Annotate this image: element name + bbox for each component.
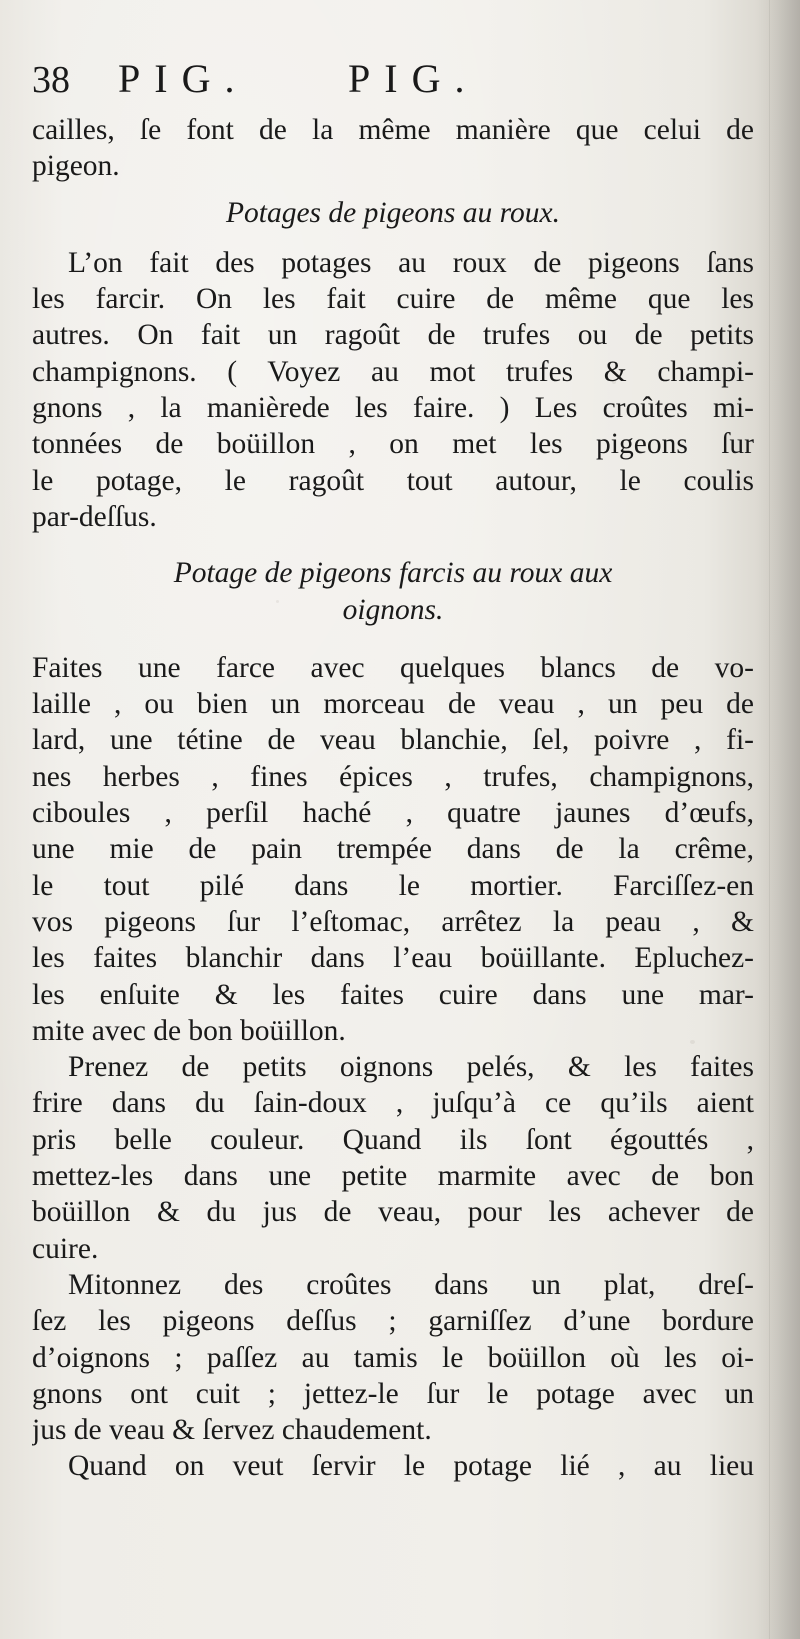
text-line: nes herbes , fines épices , trufes, champignons,	[32, 760, 754, 793]
section2-paragraph-3	[32, 1267, 754, 1448]
text-line: Mitonnez des croûtes dans un plat, dreſ-	[68, 1268, 754, 1301]
section2-paragraph-1	[32, 650, 754, 1049]
text-line: tonnées de boüillon , on met les pigeons ſur	[32, 428, 754, 461]
text-line: mettez-les dans une petite marmite avec de bon	[32, 1160, 754, 1193]
heading-line: Potage de pigeons farcis au roux aux	[173, 557, 613, 590]
section-heading: Potages de pigeons au roux.	[225, 196, 560, 229]
text-line: le potage, le ragoût tout autour, le coulis	[32, 464, 754, 497]
text-line: frire dans du ſain-doux , juſqu’à ce qu’ils aient	[32, 1087, 754, 1120]
text-line: laille , ou bien un morceau de veau , un peu de	[32, 688, 754, 721]
text-line: ſez les pigeons deſſus ; garniſſez d’une bordure	[32, 1305, 754, 1338]
text-line: d’oignons ; paſſez au tamis le boüillon où les oi-	[32, 1341, 754, 1374]
text-line: gnons , la manièrede les faire. ) Les croûtes mi-	[32, 392, 754, 425]
text-line: cuire.	[32, 1232, 99, 1265]
text-line: le tout pilé dans le mortier. Farciſſez-en	[32, 869, 754, 902]
text-line: jus de veau & ſervez chaudement.	[32, 1414, 432, 1447]
text-line: champignons. ( Voyez au mot trufes & champi-	[32, 355, 754, 388]
running-head-right: PIG.	[348, 56, 479, 101]
page-fold	[769, 0, 770, 1639]
page-number: 38	[32, 59, 70, 101]
text-line: mite avec de bon boüillon.	[32, 1014, 346, 1047]
text-line: Faites une farce avec quelques blancs de vo-	[32, 651, 754, 684]
text-line: les faites blanchir dans l’eau boüillante. Epluchez-	[32, 942, 754, 975]
text-line: les farcir. On les fait cuire de même que les	[32, 283, 754, 316]
text-line: L’on fait des potages au roux de pigeons ſans	[68, 246, 754, 279]
section-heading	[32, 555, 754, 628]
text-line: les enſuite & les faites cuire dans une mar-	[32, 978, 754, 1011]
text-line: autres. On fait un ragoût de trufes ou de petits	[32, 319, 754, 352]
text-line: pris belle couleur. Quand ils ſont égouttés ,	[32, 1123, 754, 1156]
text-line: lard, une tétine de veau blanchie, ſel, poivre , fi-	[32, 724, 754, 757]
page-content	[32, 46, 754, 1485]
text-line: une mie de pain trempée dans de la crême,	[32, 833, 754, 866]
gutter-shadow	[756, 0, 800, 1639]
running-head-left: PIG.	[118, 56, 249, 101]
text-line: cailles, ſe font de la même manière que celui de	[32, 114, 754, 146]
section1-paragraph	[32, 245, 754, 535]
text-line: pigeon.	[32, 150, 120, 183]
text-line: boüillon & du jus de veau, pour les achever de	[32, 1196, 754, 1229]
running-head	[32, 46, 754, 112]
intro-text	[32, 112, 754, 185]
section2-paragraph-2	[32, 1049, 754, 1267]
text-line: gnons ont cuit ; jettez-le ſur le potage avec un	[32, 1377, 754, 1410]
heading-line: oignons.	[342, 593, 444, 626]
text-line: par-deſſus.	[32, 500, 157, 533]
section2-paragraph-4	[32, 1448, 754, 1484]
text-line: vos pigeons ſur l’eſtomac, arrêtez la peau , &	[32, 905, 754, 938]
text-line: Prenez de petits oignons pelés, & les faites	[68, 1051, 754, 1084]
text-line: Quand on veut ſervir le potage lié , au lieu	[68, 1450, 754, 1483]
text-line: ciboules , perſil haché , quatre jaunes d’œufs,	[32, 797, 754, 830]
